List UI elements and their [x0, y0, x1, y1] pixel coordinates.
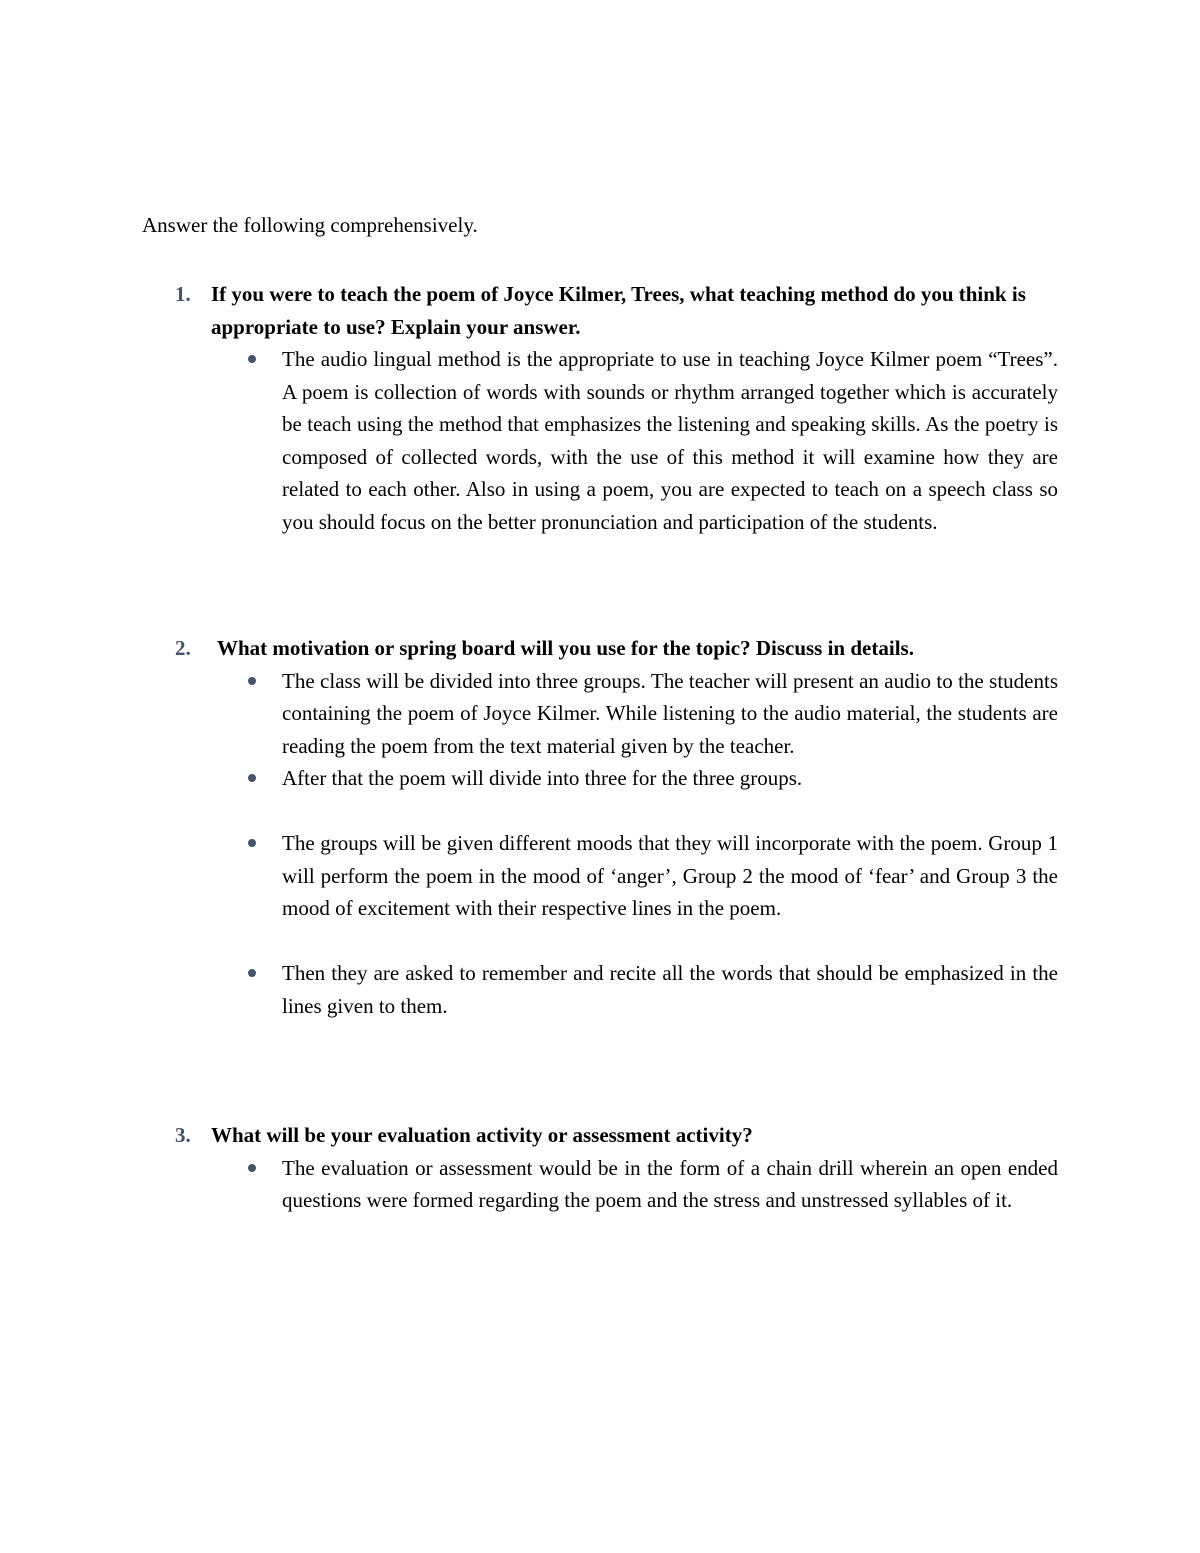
intro-instruction: Answer the following comprehensively. — [142, 213, 478, 237]
question-1-answers — [142, 343, 1058, 538]
question-1 — [142, 278, 1058, 538]
question-2-text: What motivation or spring board will you use for the topic? Discuss in details. — [217, 636, 914, 660]
question-3-number: 3. — [175, 1123, 191, 1147]
bullet-icon — [248, 774, 256, 782]
answer-text: The groups will be given different moods that they will incorporate with the poem. Group 1 will perform the poem in the mood of ‘anger’, Group 2 the mood of ‘fear’ and Group 3 the mood of excitement with their respective lines in the poem. — [282, 831, 1058, 920]
question-1-heading — [142, 278, 1058, 343]
bullet-icon — [248, 355, 256, 363]
answer-text: The class will be divided into three groups. The teacher will present an audio to the students containing the poem of Joyce Kilmer. While listening to the audio material, the students are reading the poem from the text material given by the teacher. — [282, 668, 1058, 758]
bullet-icon — [248, 839, 256, 847]
question-2 — [142, 632, 1058, 1022]
answer-text: The audio lingual method is the appropriate to use in teaching Joyce Kilmer poem “Trees”. A poem is collection of words with sounds or rhythm arranged together which is accurately be teach using the method that emphasizes the listening and speaking skills. As the poetry is composed of collected words, with the use of this method it will examine how they are related to each other. Also in using a poem, you are expected to teach on a speech class so you should focus on the better pronunciation and participation of the students. — [282, 347, 1058, 534]
bullet-icon — [248, 1164, 256, 1172]
question-1-number: 1. — [175, 282, 191, 306]
answer-bullet — [142, 827, 1058, 925]
bullet-icon — [248, 677, 256, 685]
answer-text: The evaluation or assessment would be in the form of a chain drill wherein an open ended questions were formed regarding the poem and the stress and unstressed syllables of it. — [282, 1155, 1058, 1212]
question-3 — [142, 1119, 1058, 1217]
question-3-text: What will be your evaluation activity or assessment activity? — [211, 1123, 753, 1147]
spacer — [142, 795, 1058, 828]
question-3-heading — [142, 1119, 1058, 1152]
question-2-answers — [142, 665, 1058, 1023]
answer-bullet — [142, 1152, 1058, 1217]
answer-bullet — [142, 665, 1058, 763]
answer-bullet — [142, 957, 1058, 1022]
question-1-text: If you were to teach the poem of Joyce Kilmer, Trees, what teaching method do you think is appropriate to use? Explain your answer. — [211, 282, 1026, 339]
answer-text: After that the poem will divide into three for the three groups. — [282, 766, 803, 790]
question-3-answers — [142, 1152, 1058, 1217]
question-2-number: 2. — [175, 636, 191, 660]
answer-bullet — [142, 343, 1058, 538]
bullet-icon — [248, 969, 256, 977]
spacer — [142, 925, 1058, 958]
answer-text: Then they are asked to remember and recite all the words that should be emphasized in the lines given to them. — [282, 961, 1058, 1018]
question-2-heading — [142, 632, 1058, 665]
answer-bullet — [142, 762, 1058, 795]
